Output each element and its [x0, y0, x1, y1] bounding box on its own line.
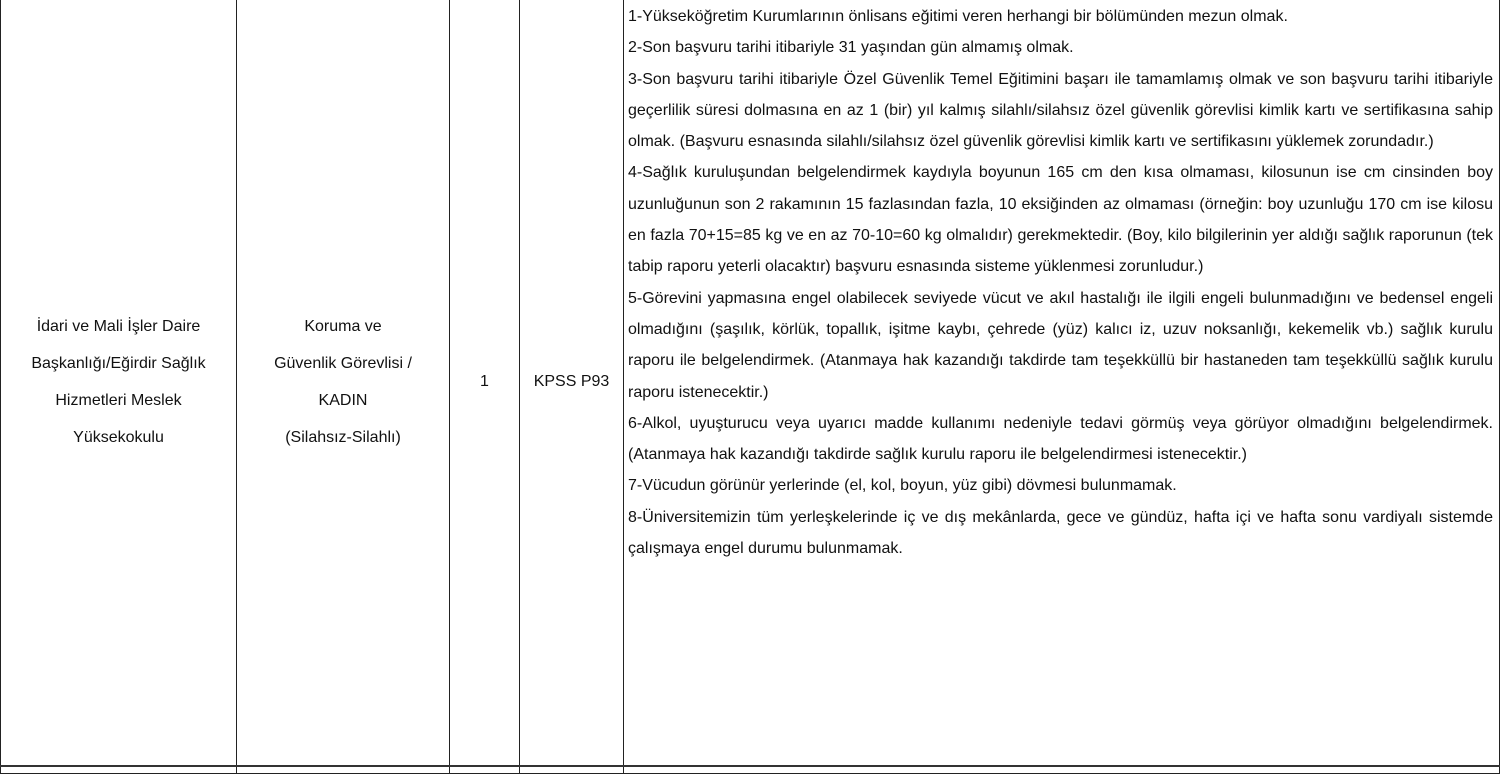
unit-line: Yüksekokulu: [73, 428, 164, 446]
position-title-line: Koruma ve: [304, 317, 382, 335]
requirement-item: 7-Vücudun görünür yerlerinde (el, kol, boyun, yüz gibi) dövmesi bulunmamak.: [628, 477, 1177, 495]
requirement-item: 1-Yükseköğretim Kurumlarının önlisans eğitimi veren herhangi bir bölümünden mezun olmak.: [628, 8, 1288, 25]
requirement-item: 6-Alkol, uyuşturucu veya uyarıcı madde kullanımı nedeniyle tedavi görmüş veya görüyor olmadığını belgelendirmek. (Atanmaya hak kazandığı takdirde sağlık kurulu raporu ile belgelendirmesi istenecektir.): [628, 414, 1493, 464]
empty-cell: [624, 766, 1500, 774]
empty-cell: [450, 766, 520, 774]
unit-line: Hizmetleri Meslek: [55, 391, 182, 409]
score-type-cell: [520, 0, 624, 766]
position-count: 1: [480, 373, 489, 390]
unit-cell: [1, 0, 237, 766]
empty-cell: [237, 766, 450, 774]
table-row: [1, 0, 1500, 766]
position-title-line: KADIN: [318, 391, 368, 409]
requirements-list: [628, 0, 1493, 564]
score-type: KPSS P93: [533, 373, 610, 390]
requirement-item: 4-Sağlık kuruluşundan belgelendirmek kaydıyla boyunun 165 cm den kısa olmaması, kilosunun ise cm cinsinden boy uzunluğunun son 2 rakamının 15 fazlasından fazla, 10 eksiğinden az olmaması (örneğin: boy uzunluğu 170 cm ise kilosu en fazla 70+15=85 kg ve en az 70-10=60 kg olmalıdır) gerekmektedir. (Boy, kilo bilgilerinin yer aldığı sağlık raporunun (tek tabip raporu yeterli olacaktır) başvuru esnasında sisteme yüklenmesi zorunludur.): [628, 164, 1493, 276]
position-title-cell: [237, 0, 450, 766]
position-title-line: (Silahsız-Silahlı): [285, 428, 401, 446]
table-row: [1, 766, 1500, 774]
requirement-item: 2-Son başvuru tarihi itibariyle 31 yaşından gün almamış olmak.: [628, 39, 1074, 57]
requirements-cell: [624, 0, 1500, 766]
requirement-item: 8-Üniversitemizin tüm yerleşkelerinde iç ve dış mekânlarda, gece ve gündüz, hafta içi ve hafta sonu vardiyalı sistemde çalışmaya engel durumu bulunmamak.: [628, 508, 1493, 558]
empty-cell: [520, 766, 624, 774]
requirement-item: 5-Görevini yapmasına engel olabilecek seviyede vücut ve akıl hastalığı ile ilgili engeli bulunmadığını ve bedensel engeli olmadığını (şaşılık, körlük, topallık, işitme kaybı, çehrede (yüz) kalıcı iz, uzuv noksanlığı, kekemelik vb.) sağlık kurulu raporu ile belgelendirmek. (Atanmaya hak kazandığı takdirde tam teşekküllü bir hastaneden tam teşekküllü sağlık kurulu raporu istenecektir.): [628, 289, 1493, 401]
position-title-line: Güvenlik Görevlisi /: [274, 354, 412, 372]
empty-cell: [1, 766, 237, 774]
position-count-cell: [450, 0, 520, 766]
requirement-item: 3-Son başvuru tarihi itibariyle Özel Güvenlik Temel Eğitimini başarı ile tamamlamış olmak ve son başvuru tarihi itibariyle geçerlilik süresi dolmasına en az 1 (bir) yıl kalmış silahlı/silahsız özel güvenlik görevlisi kimlik kartı ve sertifikasına sahip olmak. (Başvuru esnasında silahlı/silahsız özel güvenlik görevlisi kimlik kartı ve sertifikasını yüklemek zorundadır.): [628, 70, 1493, 151]
unit-line: İdari ve Mali İşler Daire: [36, 317, 201, 335]
unit-line: Başkanlığı/Eğirdir Sağlık: [31, 354, 206, 372]
